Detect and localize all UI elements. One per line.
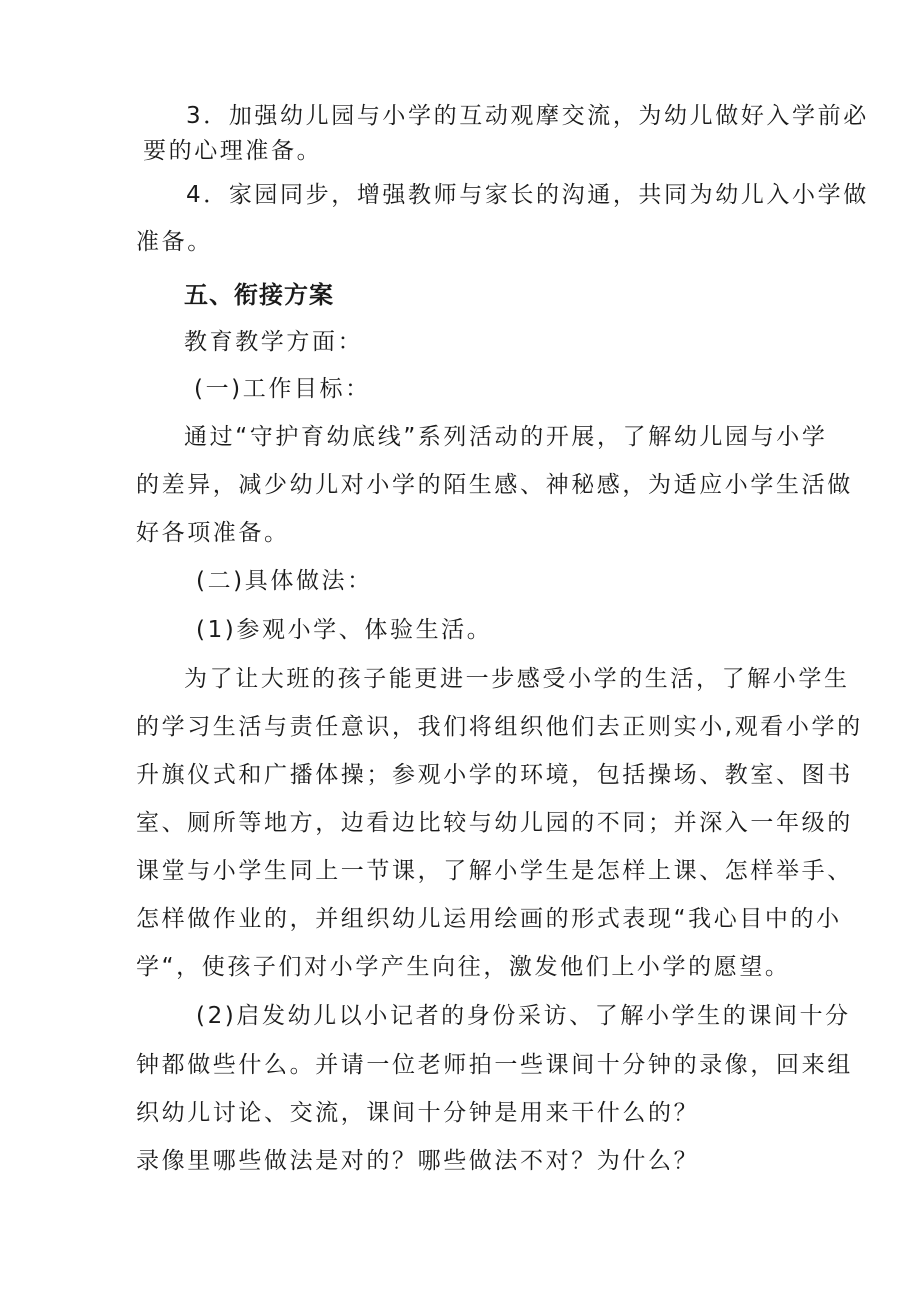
list-item-line: (2)启发幼儿以小记者的身份采访、了解小学生的课间十分 [196, 1003, 851, 1029]
paragraph-line: 的差异，减少幼儿对小学的陌生感、神秘感，为适应小学生活做 [136, 472, 853, 498]
section-heading: 五、衔接方案 [184, 281, 334, 309]
paragraph-line: 4．家园同步，增强教师与家长的沟通，共同为幼儿入小学做 [186, 182, 869, 208]
paragraph-line: 学“，使孩子们对小学产生向往，激发他们上小学的愿望。 [136, 954, 791, 980]
paragraph-line: 的学习生活与责任意识，我们将组织他们去正则实小,观看小学的 [136, 714, 863, 740]
paragraph-line: 通过“守护育幼底线”系列活动的开展，了解幼儿园与小学 [184, 424, 828, 450]
paragraph-line: 为了让大班的孩子能更进一步感受小学的生活，了解小学生 [184, 666, 850, 692]
paragraph-line: 织幼儿讨论、交流，课间十分钟是用来干什么的？ [136, 1100, 700, 1126]
paragraph-line: 3．加强幼儿园与小学的互动观摩交流，为幼儿做好入学前必 [186, 103, 869, 129]
paragraph-line: 准备。 [136, 229, 213, 255]
paragraph-line: 升旗仪式和广播体操；参观小学的环境，包括操场、教室、图书 [136, 762, 853, 788]
paragraph-line: 录像里哪些做法是对的？哪些做法不对？为什么？ [136, 1148, 700, 1174]
paragraph-line: 好各项准备。 [136, 520, 290, 546]
paragraph-line: 室、厕所等地方，边看边比较与幼儿园的不同；并深入一年级的 [136, 810, 853, 836]
paragraph-line: 钟都做些什么。并请一位老师拍一些课间十分钟的录像，回来组 [136, 1052, 853, 1078]
subheading-line: (二)具体做法： [196, 568, 373, 594]
paragraph-line: 课堂与小学生同上一节课，了解小学生是怎样上课、怎样举手、 [136, 858, 853, 884]
list-item-line: (1)参观小学、体验生活。 [196, 617, 493, 643]
paragraph-line: 怎样做作业的，并组织幼儿运用绘画的形式表现“我心目中的小 [136, 906, 842, 932]
paragraph-line: 要的心理准备。 [143, 138, 323, 164]
subheading-line: (一)工作目标： [194, 376, 371, 402]
paragraph-line: 教育教学方面： [184, 329, 364, 355]
